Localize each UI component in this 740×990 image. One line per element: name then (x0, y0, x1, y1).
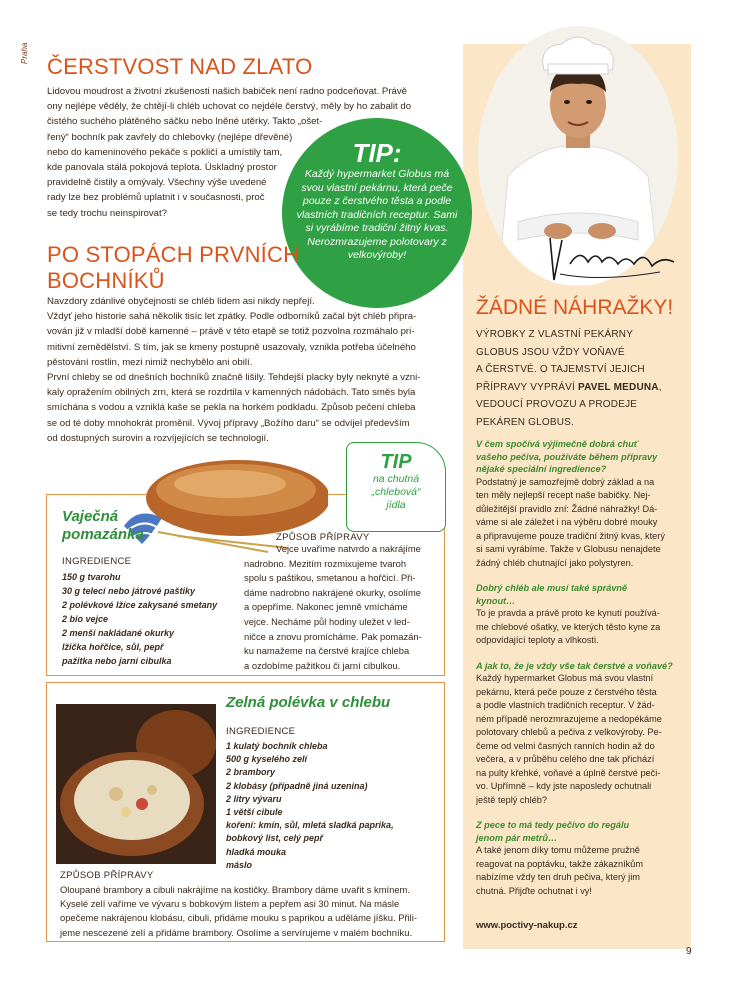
text-line: smíchána s vodou a vzniklá kaše se pekla na horkém podkladu. Způsob pečení chleba (47, 402, 416, 414)
ingredients-label: INGREDIENCE (62, 556, 132, 567)
text-line: se tedy trochu neinspirovat? (47, 207, 167, 219)
question (476, 819, 686, 844)
section-title-history (47, 242, 299, 294)
answer-line: reagovat na poptávku, takže zákazníkům (476, 858, 644, 869)
answer-line: váme si ale záležet i na výběru dobré mouky (476, 517, 658, 527)
question-line: Dobrý chléb ale musí také správně (476, 583, 628, 593)
answer (476, 607, 686, 648)
title-line: PO STOPÁCH PRVNÍCH (47, 242, 300, 267)
text-line: Kyselé zelí vaříme ve vývaru s bobkovým listem a pepřem asi 30 minut. Na másle (60, 898, 400, 910)
text-line: První chleby se od dnešních bochníků značně lišily. Tehdejší placky byly neknyté a vzni- (47, 372, 421, 384)
answer (476, 672, 686, 807)
ingredient-item: 500 g kyselého zelí (226, 754, 308, 765)
text-line: dáme nadrobno nakrájené okurky, osolíme (244, 586, 422, 598)
tip-badge-title: TIP (380, 451, 412, 473)
ingredient-item: 2 bio vejce (62, 614, 109, 624)
intro-text: PŘÍPRAVY VYPRÁVÍ (476, 381, 575, 393)
text-line: Vejce uvaříme natvrdo a nakrájíme (276, 543, 421, 554)
question (476, 660, 686, 673)
answer-line: ten měly nejlepší recept naše babičky. Nej- (476, 490, 651, 500)
question-line: Z pece to má tedy pečivo do regálu (476, 820, 630, 830)
intro-line: A ČERSTVÉ. O TAJEMSTVÍ JEJICH (476, 364, 645, 375)
question-line: A jak to, že je vždy vše tak čerstvé a voňavé? (476, 660, 673, 671)
text-line: jeme nescezené zelí a přidáme brambory. Osolíme a servírujeme v malém bochníku. (60, 926, 413, 938)
tip-badge (346, 442, 446, 532)
answer-line: žádný chléb chutnající jako polystyren. (476, 557, 634, 568)
soup-bread-bowl-image (56, 704, 216, 864)
answer-line: me chlebové ošatky, ve kterých těsto kyne za (476, 621, 661, 632)
text-line: ničce a znovu promícháme. Pak pomazán- (244, 630, 422, 642)
ingredient-item: koření: kmín, sůl, mletá sladká paprika, (226, 820, 394, 831)
tip-title: TIP: (352, 138, 402, 168)
text-line: ku namažeme na čerstvé krajíce chleba (244, 645, 410, 657)
tip-badge-line: „chlebová“ (371, 486, 421, 498)
text-line: řený“ bochník pak zavřely do chlebovky (nejlépe dřevěné) (47, 131, 293, 143)
answer-line: na pulty křehké, voňavé a úplně čerstvé peči- (476, 767, 661, 778)
panel-heading: ŽÁDNÉ NÁHRAŽKY! (476, 296, 674, 319)
tip-text: Každý hypermarket Globus má svou vlastní pekárnu, která peče pouze z čerstvého těsta a podle vlastních tradičních receptur. Sami si vyrábíme tradiční žitný kvas. Nerozmrazujeme polotovary z velkovýroby! (296, 168, 458, 261)
text-line: mitivní zemědělství. S tím, jak se kmeny postupně usazovaly, vznikla potřeba účelného (47, 341, 416, 353)
answer-line: Podstatný je samozřejmě dobrý základ a na (476, 476, 655, 487)
qa-block (476, 660, 686, 808)
answer-line: si sami vyrábíme. Takže v Globusu nenajdete (476, 544, 661, 554)
ingredient-item: 2 litry vývaru (226, 793, 282, 804)
recipe1-title (62, 508, 144, 544)
ingredient-item: 150 g tvarohu (62, 572, 121, 582)
answer (476, 844, 686, 898)
qa-block (476, 582, 686, 648)
text-line: Lidovou moudrost a životní zkušenosti našich babiček není radno podceňovat. Právě (47, 86, 407, 97)
intro-line: VÝROBKY Z VLASTNÍ PEKÁRNY (476, 329, 634, 340)
text-line: od dostupných surovin a rozvíjejících se technologií. (47, 432, 269, 444)
method-text (244, 542, 440, 673)
question-line: nějaké speciální ingredience? (476, 464, 607, 474)
side-label: Praha (20, 42, 29, 64)
ingredient-item: 2 polévkové lžíce zakysané smetany (62, 600, 218, 610)
interview-qa (476, 438, 686, 898)
method-label: ZPŮSOB PŘÍPRAVY (60, 870, 154, 881)
ingredients-list (62, 570, 217, 668)
page-number: 9 (686, 946, 692, 957)
answer-line: nabízíme vždy ten druh pečiva, který jim (476, 872, 640, 882)
person-name: PAVEL MEDUNA (577, 381, 659, 393)
ingredient-item: 2 klobásy (případně jiná uzenina) (226, 780, 368, 791)
question-line: jenom pár metrů… (476, 832, 558, 843)
title-line: pomazánka (62, 526, 144, 543)
answer-line: a připravujeme pouze tradiční žitný kvas, který (476, 530, 665, 541)
text-line: Oloupané brambory a cibuli nakrájíme na kostičky. Brambory dáme uvařit s kmínem. (60, 884, 410, 895)
question (476, 582, 686, 607)
section2-text (47, 294, 447, 446)
qa-block (476, 438, 686, 570)
answer-line: důležitější pravidlo zní: Žádné náhražky! Dá- (476, 503, 658, 514)
question (476, 438, 686, 476)
intro-line: VEDOUCÍ PROVOZU A PRODEJE (476, 399, 638, 410)
tip-circle (282, 118, 472, 308)
method-label: ZPŮSOB PŘÍPRAVY (276, 532, 370, 543)
ingredients-list (226, 740, 394, 872)
text-line: pravidelně čistily a omývaly. Všechny výše uvedené (47, 177, 267, 189)
ingredient-item: pažitka nebo jarní cibulka (62, 656, 172, 666)
answer-line: čeme od velmi časných ranních hodin až do (476, 740, 655, 751)
text-line: čistého suchého plátěného sáčku nebo lněné utěrky. Takto „ošet- (47, 116, 323, 128)
text-line: ony nejlépe věděly, že chtějí-li chléb uchovat co nejdéle čerstvý, měly by ho zabalit do (47, 101, 412, 113)
method-text (60, 883, 440, 940)
ingredients-label: INGREDIENCE (226, 726, 296, 737)
ingredient-item: 2 brambory (226, 767, 276, 778)
text-line: Vždyť jeho historie sahá několik tisíc let zpátky. Podle odborníků začal být chléb připra- (47, 311, 417, 323)
intro-line: GLOBUS JSOU VŽDY VOŇAVÉ (476, 346, 625, 358)
ingredient-item: 1 kulatý bochník chleba (226, 741, 328, 751)
answer-line: polotovary chlebů a pečiva z velkovýroby. Pe- (476, 727, 662, 737)
answer (476, 476, 686, 571)
text-line: nebo do kameninového pekáče s pokličí a umístily tam, (47, 146, 283, 158)
ingredient-item: hladká mouka (226, 846, 287, 857)
text-line: vejce. Necháme půl hodiny uležet v led- (244, 615, 410, 627)
question-line: V čem spočívá výjimečně dobrá chuť (476, 439, 639, 449)
recipe2-title: Zelná polévka v chlebu (226, 694, 391, 711)
signature (540, 228, 690, 288)
answer-line: A také jenom díky tomu můžeme pružně (476, 845, 640, 855)
answer-line: ještě teplý chléb? (476, 794, 547, 805)
ingredient-item: 30 g telecí nebo játrové paštiky (62, 586, 196, 596)
intro-line: PEKÁREN GLOBUS. (476, 416, 575, 428)
text-line: opečeme nakrájenou klobásu, cibuli, přidáme mouku s paprikou a uděláme jíšku. Přili- (60, 912, 417, 924)
title-line: BOCHNÍKŮ (47, 268, 165, 293)
text-line: vován již v mladší době kamenné – právě v této etapě se totiž pozvolna rozmáhalo pri- (47, 326, 415, 338)
answer-line: večera, a v průběhu celého dne tak přichází (476, 754, 655, 764)
tip-badge-line: na chutná (372, 473, 420, 485)
panel-intro (476, 326, 686, 431)
question-line: vašeho pečiva, používáte během přípravy (476, 451, 658, 462)
text-line: spolu s paštikou, smetanou a hořčicí. Při- (244, 572, 416, 584)
ingredient-item: 1 větší cibule (226, 807, 283, 818)
answer-line: Každý hypermarket Globus má svou vlastní (476, 673, 654, 683)
tip-badge-line: jídla (386, 499, 406, 511)
question-line: kynout… (476, 595, 516, 606)
text-line: a ozdobíme pažitkou či jarní cibulkou. (244, 659, 401, 671)
text-line: pěstování rostlin, mezi nimiž nechybělo ani obilí. (47, 356, 253, 368)
section-title-freshness: ČERSTVOST NAD ZLATO (47, 54, 313, 79)
ingredient-item: 2 menší nakládané okurky (62, 628, 175, 638)
answer-line: odpovídající teploty a vlhkosti. (476, 635, 599, 645)
answer-line: ném případě nerozmrazujeme a nedopékáme (476, 713, 662, 724)
answer-line: vo. Upřímně – kdy jste naposledy ochutnali (476, 781, 652, 791)
website-link[interactable]: www.poctivy-nakup.cz (476, 920, 578, 931)
intro-line: PŘÍPRAVY VYPRÁVÍ PAVEL MEDUNA, (476, 381, 662, 393)
text-line: a opepříme. Nakonec jemně vmícháme (244, 601, 408, 613)
text-line: kde panovala stálá pokojová teplota. Úskladný prostor (47, 162, 277, 174)
ingredient-item: máslo (226, 859, 253, 870)
text-line: se od té doby mnohokrát proměnil. Vývoj přípravy „Božího daru“ se odvíjel především (47, 417, 410, 429)
qa-block (476, 819, 686, 898)
text-line: Navzdory zdánlivé obyčejnosti se chléb lidem asi nikdy nepřejí. (47, 296, 315, 307)
text-line: kaly opražením obilných zrn, která se rozdrtila v kamenných nádobách. Tato směs byla (47, 387, 416, 399)
text-line: nadrobno. Mezitím rozmixujeme tvaroh (244, 557, 407, 569)
ingredient-item: bobkový list, celý pepř (226, 833, 324, 844)
answer-line: chutná. Přijďte ochutnat i vy! (476, 885, 592, 896)
answer-line: pekárnu, která peče pouze z čerstvého těsta (476, 686, 657, 697)
text-line: rady lze bez problémů uplatnit i v současnosti, proč (47, 192, 265, 204)
title-line: Vaječná (62, 508, 119, 525)
answer-line: To je pravda a právě proto ke kynutí používá- (476, 608, 660, 618)
answer-line: a podle vlastních tradičních receptur. V žád- (476, 700, 655, 710)
ingredient-item: lžička hořčice, sůl, pepř (62, 642, 164, 652)
